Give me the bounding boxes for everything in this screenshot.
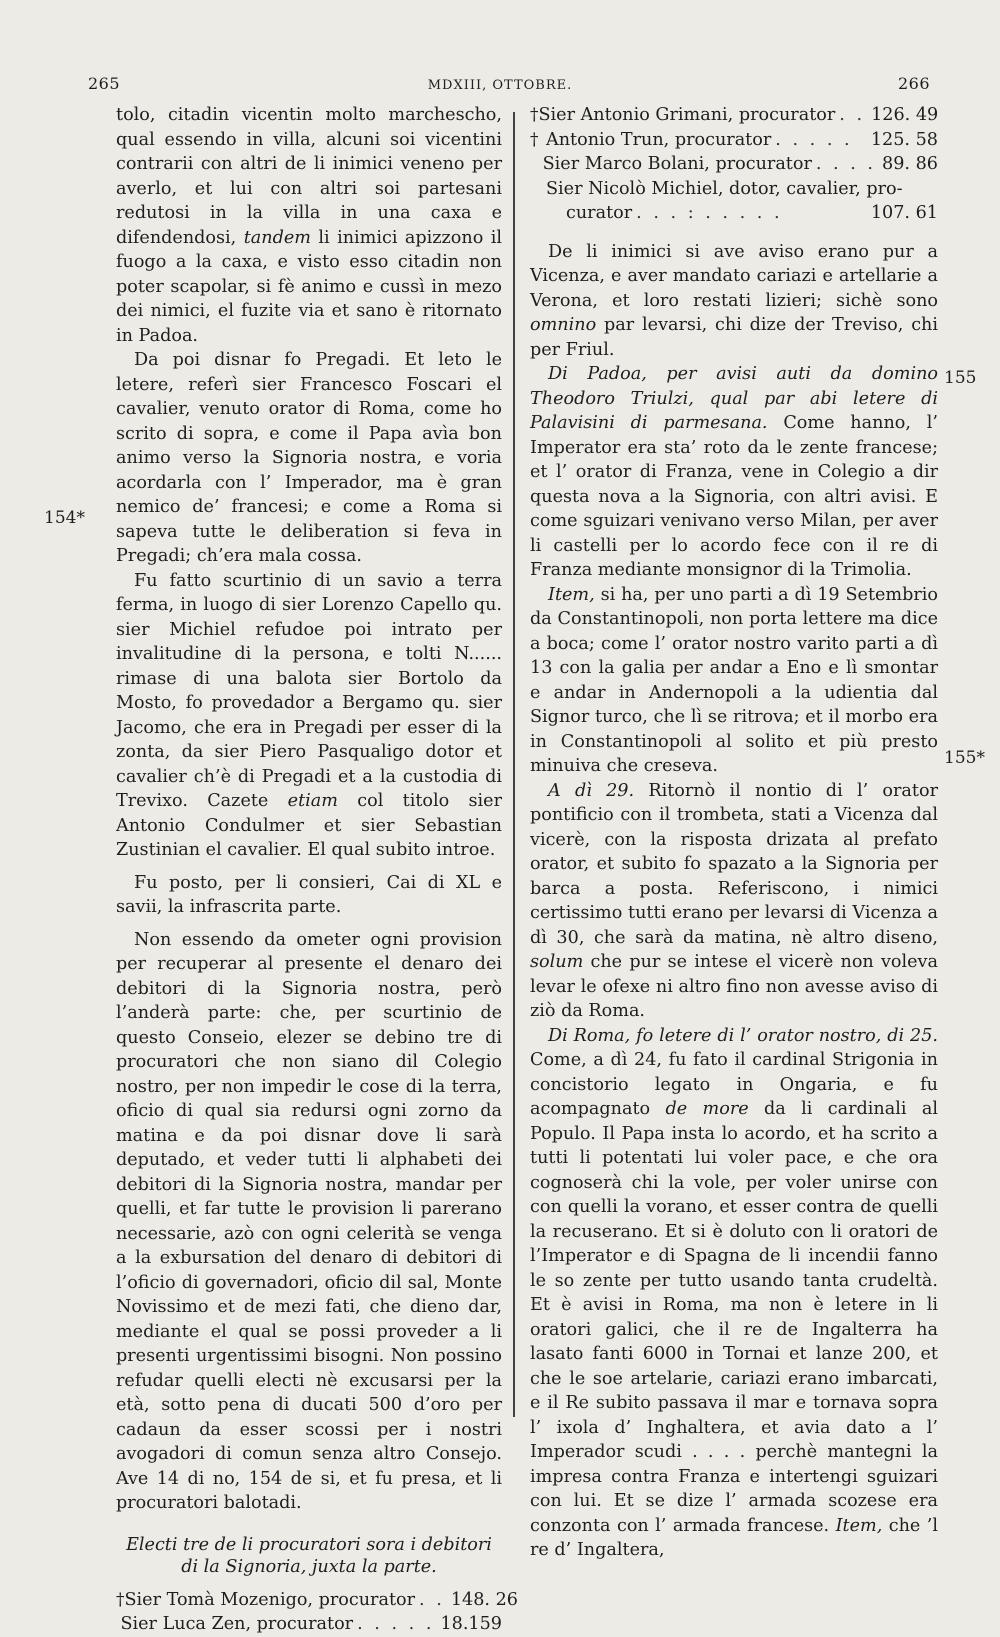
vote-row: † Sier Tomà Mozenigo, procurator . . 148. 26 bbox=[116, 1588, 502, 1613]
margin-note-154: 154* bbox=[44, 508, 85, 528]
dagger-mark: † bbox=[530, 105, 539, 125]
right-paragraph-2: Di Padoa, per avisi auti da domino Theodoro Triulzi, qual par abi letere di Palavisini di parmesana. Come hanno, l’ Imperator era sta’ roto da le zente francese; et l’ orator di Franza, vene in Colegio a dir questa nova a la Signoria, con altri avisi. E come sguizari venivano verso Milan, per aver li castelli per lo acordo fece con il re di Franza mediante monsignor di la Trimolia. bbox=[530, 364, 938, 580]
dagger-mark: † bbox=[530, 129, 539, 150]
left-paragraph-5: Non essendo da ometer ogni provision per recuperar al presente el denaro dei debitori di la Signoria nostra, però l’anderà parte: che, per scurtinio de questo Conseio, elezer se debino tre di procuratori che non siano dil Colegio nostro, per non impedir le cose di la terra, oficio di qual sia redursi ogni zorno da matina e da poi disnar dove li sarà deputado, et veder tutti li alphabeti dei debitori di la Signoria nostra, mandar per quelli, et far tutte le provision li parerano necessarie, azò con ogni celerità se venga a la exbursation del denaro di debitori di l’oficio di governadori, oficio dil sal, Monte Novissimo et de mezi fati, che dieno dar, mediante el qual se possi proveder a li presenti urgentissimi bisogni. Non possino refudar quelli electi nè excusarsi per la età, sotto pena di ducati 500 d’oro per cadaun da esser scossi per i nostri avogadori di comun senza altro Consejo. Ave 14 di no, 154 de si, et fu presa, et li procuratori balotadi. bbox=[116, 929, 502, 1513]
right-paragraph-1: De li inimici si ave aviso erano pur a Vicenza, e aver mandato cariazi e artellarie a Verona, et loro restati lizieri; sichè sono omnino par levarsi, chi dize der Treviso, chi per Friul. bbox=[530, 241, 939, 360]
right-paragraph-4: A dì 29. Ritornò il nontio di l’ orator pontificio con il trombeta, stati a Vicenza dal vicerè, con la risposta drizata al prefato orator, et subito fo spazato a la Signoria per barca a posta. Referiscono, i nimici certissimo tutti erano per levarsi di Vicenza a dì 30, che sarà da matina, nè altro diseno, solum che pur se intese el vicerè non voleva levar le ofexe ni altro fino non avesse aviso di ziò da Roma. bbox=[530, 780, 938, 1021]
margin-note-155-star: 155* bbox=[944, 748, 985, 768]
section-heading: Electi tre de li procuratori sora i debitori di la Signoria, juxta la parte. bbox=[126, 1534, 492, 1577]
vote-row: Sier Luca Zen, procurator . . . . . 18.159 bbox=[120, 1614, 502, 1634]
vote-row: Sier Marco Bolani, procurator . . . . 89. 86 bbox=[542, 154, 938, 174]
left-paragraph-1: tolo, citadin vicentin molto marchescho, qual essendo in villa, alcuni soi vicentini contrarii con altri de li inimici veneno per averlo, et lui con altri soi partesani redutosi in la villa in una caxa e difendendosi, tandem li inimici apizzono il fuogo a la caxa, e visto esso citadin non poter scapolar, si fè animo e cussì in mezo dei nimici, el fuzite via et sano è ritornato in Padoa. bbox=[116, 105, 502, 346]
running-title: MDXIII, OTTOBRE. bbox=[427, 78, 573, 93]
left-paragraph-3: Fu fatto scurtinio di un savio a terra ferma, in luogo di sier Lorenzo Capello qu. sier Michiel refudoe poi intrato per invalitudine di la persona, e tolti N...... rimase di una balota sier Bortolo da Mosto, fo provedador a Bergamo qu. sier Jacomo, che era in Pregadi per esser di la zonta, da sier Piero Pasqualigo dotor et cavalier ch’è di Pregadi et a la custodia di Trevixo. Cazete etiam col titolo sier Antonio Condulmer et sier Sebastian Zustinian el cavalier. El qual subito introe. bbox=[116, 570, 502, 860]
left-column bbox=[116, 103, 518, 1637]
page-number-right: 266 bbox=[897, 74, 930, 93]
right-column bbox=[530, 103, 938, 1563]
vote-row: † Antonio Trun, procurator . . . . . 125. 58 bbox=[530, 128, 938, 153]
dagger-mark: † bbox=[116, 1589, 125, 1610]
left-paragraph-2: Da poi disnar fo Pregadi. Et leto le letere, referì sier Francesco Foscari el cavalier, venuto orator di Roma, come ho scrito di sopra, e come il Papa avìa bon animo verso la Signoria nostra, e voria acordarla con l’ Imperador, ma è gran nemico de’ francesi; e come a Roma si sapeva tutte le deliberation si feva in Pregadi; ch’era mala cossa. bbox=[116, 350, 502, 566]
left-paragraph-4: Fu posto, per li consieri, Cai di XL e savii, la infrascrita parte. bbox=[116, 872, 502, 917]
right-paragraph-3: Item, si ha, per uno parti a dì 19 Setembrio da Constantinopoli, non porta lettere ma dice a boca; come l’ orator nostro varito parti a dì 13 con la galia per andar a Eno e lì smontar e andar in Andernopoli a la udientia dal Signor turco, che lì se ritrova; et il morbo era in Constantinopoli al solito et più presto minuiva che creseva. bbox=[530, 584, 938, 776]
column-divider bbox=[513, 112, 515, 1417]
right-paragraph-5: Di Roma, fo letere di l’ orator nostro, di 25. Come, a dì 24, fu fato il cardinal Strigonia in concistorio legato in Ongaria, e fu acompagnato de more da li cardinali al Populo. Il Papa insta lo acordo, et ha scrito a tutti li potentati lui voler pace, e che ora cognoserà chi la vole, per voler unirse con con quelli la vorano, et esser contra de quelli la recuserano. Et si è doluto con li oratori de l’Imperator e di Spagna de li incendii fanno le so zente per tutto usando tanta crudeltà. Et è avisi in Roma, ma non è letere in li oratori galici, che il re de Ingalterra ha lasato fanti 6000 in Tornai et lanze 200, et che le soe artelarie, cariazi erano imbarcati, e il Re subito passava il mar e tornava sopra l’ ixola d’ Inghaltera, et avia dato a l’ Imperador scudi . . . . perchè mantegni la impresa contra Franza e intertengi sguizari con lui. Et se dize l’ armada scozese era conzonta con l’ armada francese. Item, che ’l re d’ Ingaltera, bbox=[530, 1025, 938, 1560]
vote-row-continuation: curator . . . : . . . . . 107. 61 bbox=[566, 203, 938, 223]
vote-row-wrapped: Sier Nicolò Michiel, dotor, cavalier, pro- bbox=[546, 178, 903, 199]
page-number-left: 265 bbox=[88, 74, 121, 93]
margin-note-155: 155 bbox=[944, 368, 977, 388]
vote-row: † Sier Antonio Grimani, procurator . . 126. 49 bbox=[530, 103, 938, 128]
